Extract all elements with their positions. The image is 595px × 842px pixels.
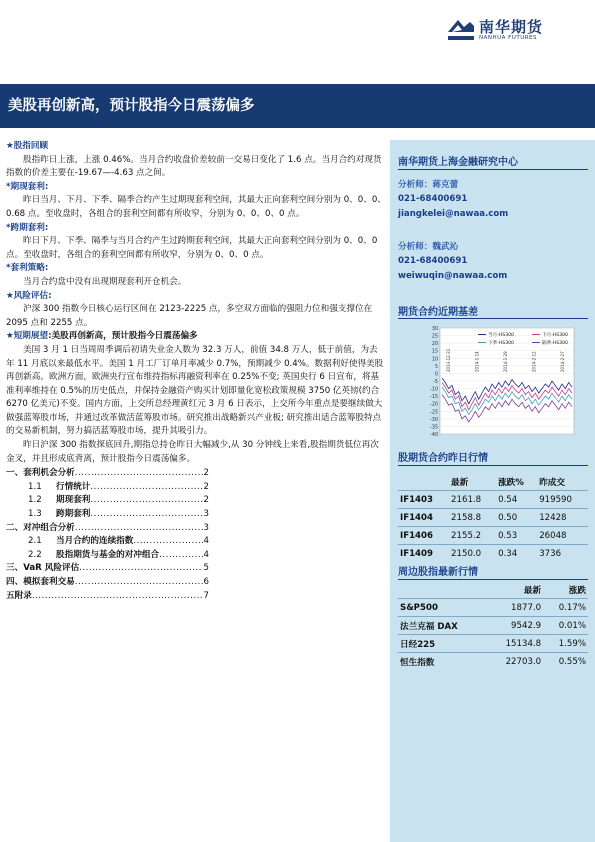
table-header [398,581,588,599]
table-cell: 26048 [537,527,588,545]
x-tick-label: 2014-2-27 [560,351,565,372]
table-cell: 1877.0 [486,599,543,617]
toc-leader [133,535,202,549]
toc-page: 3 [203,522,209,533]
y-tick-label: 25 [431,334,438,340]
toc-page: 2 [203,468,209,479]
section-heading-basis-arb: *期现套利: [6,181,49,192]
toc-number: 1.3 [28,509,42,520]
brand-name-cn: 南华期货 [479,18,544,36]
toc-label: 附录 [14,590,32,601]
table-header [398,473,588,491]
analyst-2-phone: 021-68400691 [398,256,468,266]
table-cell: 0.53 [496,527,537,545]
y-tick-label: 30 [431,327,438,332]
table-cell: IF1403 [398,491,449,509]
table-cell: 15134.8 [486,635,543,653]
analyst-2-title: 分析师：魏武沁 [398,242,459,252]
divider [398,169,588,170]
brand-name-en: NANHUA FUTURES [479,35,538,41]
toc-label: 对冲组合分析 [23,522,75,533]
column-header [398,473,449,491]
legend-label: 下季-HS300 [488,341,514,346]
toc-leader [90,508,202,522]
analyst-2-email[interactable]: weiwuqin@nawaa.com [398,271,508,281]
toc-number: 1.2 [28,495,42,506]
section-body-strategy: 当月合约盘中没有出现期现套利开仓机会。 [23,276,187,287]
nanhua-logo-icon [446,14,476,44]
basis-chart [424,322,595,442]
table-cell: 0.17% [543,599,588,617]
x-tick-label: 2013-12-31 [446,348,451,372]
analyst-1-title: 分析师：蒋克蕾 [398,180,459,190]
table-cell: 0.01% [543,617,588,635]
toc-number: 二、 [6,522,24,533]
toc-item[interactable] [6,467,209,481]
y-tick-label: -20 [430,402,438,408]
column-header: 最新 [451,477,469,488]
toc-item[interactable] [6,481,209,495]
section-heading-review: ★股指回顾 [6,141,49,151]
y-tick-label: -15 [430,395,438,401]
y-tick-label: -30 [430,417,438,423]
basis-chart-title: 期货合约近期基差 [398,307,478,318]
section-body-basis-arb: 昨日当月、下月、下季、隔季合约产生过期现套利空间，其最大正向套利空间分别为 0、0、0、0.68 点。至收盘时，各组合的套利空间都有所收窄，分别为 0、0、0、0 点。 [6,195,386,219]
y-tick-label: 15 [431,349,438,355]
outlook-heading-line [6,330,386,344]
institute-name: 南华期货上海金融研究中心 [398,157,518,168]
section-body-calendar-arb: 昨日下月、下季、隔季与当月合约产生过跨期套利空间，其最大正向套利空间分别为 0、0、0 点。至收盘时，各组合的套利空间都有所收窄，分别为 0、0、0 点。 [6,236,378,260]
toc-item[interactable] [6,549,209,563]
column-header: 涨跌 [568,585,586,596]
toc-page: 2 [203,481,209,492]
table-cell: 3736 [537,545,588,563]
divider [398,318,588,319]
legend-label: 隔季-HS300 [542,341,568,346]
market-row [398,599,588,617]
toc-label: VaR 风险评估 [23,563,80,574]
toc-page: 4 [203,549,209,560]
toc-page: 4 [203,536,209,547]
main-content [6,140,386,603]
legend-label: 下月-HS300 [542,333,568,338]
table-cell: 919590 [537,491,588,509]
market-row [398,617,588,635]
table-cell: 法兰克福 DAX [398,617,486,635]
futures-quotes-table [398,473,588,562]
toc-leader [32,590,203,604]
toc-number: 1.1 [28,481,42,492]
column-header: 涨跌% [498,477,524,488]
outlook-body-1: 美国 3 月 1 日当周周季调后初请失业金人数为 32.3 万人，前值 34.8 万人，低于前值，为去年 11 月底以来最低水平。美国 1 月工厂订单月率减少 0.7%，预期减少 0.4%。数据利好使得美股再创新高。欧洲方面，欧洲央行宣布维持指标再融资利率在 0.25%不变; 英国央行 6 日宣布，将基准利率维持在 0.5%的历史低点，并保持金融资产购买计划即量化宽松政策规模 3750 亿英镑(约合 6270 亿美元)不变。国内方面，上交所总经理黄红元 3 月 6 日表示，上交所今年重点是要继续做大做强蓝筹股市场，并通过改革做活蓝筹股市场。研究推出战略新兴产业板; 研究推出适合蓝筹股特点的交易新机制，努力搞活蓝筹股市场，提升其吸引力。 [6,344,384,437]
section-body-risk: 沪深 300 指数今日核心运行区间在 2123-2225 点，多空双方面临的强阻力位和强支撑位在 2095 点和 2255 点。 [6,304,373,328]
toc-page: 2 [203,495,209,506]
section-heading-calendar-arb: *跨期套利: [6,222,49,233]
table-cell: 0.50 [496,509,537,527]
toc-leader [90,494,202,508]
table-cell: 日经225 [398,635,486,653]
toc-number: 2.1 [28,536,42,547]
table-cell: IF1406 [398,527,449,545]
toc-leader [75,576,203,590]
y-tick-label: 20 [431,342,438,348]
global-markets-table [398,581,588,670]
table-cell: 2155.2 [449,527,496,545]
y-tick-label: -35 [430,425,438,431]
toc-leader [159,549,202,563]
column-header: 最新 [523,585,542,596]
x-tick-label: 2014-1-14 [474,351,480,372]
markets-title: 周边股指最新行情 [398,567,478,578]
table-cell: 0.54 [496,491,537,509]
x-tick-label: 2014-1-29 [503,351,508,372]
y-tick-label: -5 [433,380,438,385]
table-cell: 22703.0 [486,653,543,671]
toc-item[interactable] [6,576,209,590]
table-of-contents [6,467,386,603]
y-tick-label: -10 [430,387,438,393]
toc-label: 模拟套利交易 [23,577,75,587]
toc-leader [75,522,203,536]
report-title-band [0,84,595,128]
quote-row [398,545,588,563]
table-cell: 2161.8 [449,491,496,509]
outlook-heading: ★短期展望: [6,331,52,342]
outlook-body-2: 昨日沪深 300 指数探底回升,期指总持仓昨日大幅减少,从 30 分钟线上来看,股指期货低位再次金叉，并且形成底背离，预计股指今日震荡偏多。 [6,440,379,464]
y-tick-label: -25 [430,410,438,416]
sidebar [390,140,595,842]
table-cell: 恒生指数 [398,653,486,671]
table-cell: 9542.9 [486,617,543,635]
table-cell: 2158.8 [449,509,496,527]
toc-page: 6 [203,577,209,587]
quote-row [398,527,588,545]
section-body-review: 股指昨日上涨，上涨 0.46%。当月合约收盘价差较前一交易日变化了 1.6 点。当月合约对现货指数的价差主要在-19.67—-4.63 点之间。 [6,154,382,179]
column-header [398,581,486,599]
toc-label: 期现套利 [56,495,91,506]
table-cell: 12428 [537,509,588,527]
toc-leader [90,481,202,495]
toc-label: 股指期货与基金的对冲组合 [56,549,160,560]
y-tick-label: -40 [430,433,438,438]
basis-chart-svg [424,322,595,442]
y-tick-label: 0 [434,372,438,378]
outlook-headline: 美股再创新高，预计股指今日震荡偏多 [51,331,198,342]
toc-item[interactable] [6,522,209,536]
toc-label: 套利机会分析 [23,468,75,479]
x-tick-label: 2014-2-12 [531,351,537,372]
table-cell: IF1404 [398,509,449,527]
legend-label: 当月-HS300 [488,333,514,338]
divider [398,465,588,466]
toc-number: 五 [6,590,15,601]
section-heading-risk: ★风险评估: [6,290,52,301]
table-cell: 0.34 [496,545,537,563]
market-row [398,635,588,653]
toc-item[interactable] [6,508,209,522]
toc-item[interactable] [6,535,209,549]
y-tick-label: 5 [434,364,438,370]
market-row [398,653,588,671]
quote-row [398,509,588,527]
report-title: 美股再创新高，预计股指今日震荡偏多 [8,98,255,114]
toc-leader [79,562,202,576]
toc-item[interactable] [6,562,209,576]
y-tick-label: 10 [431,357,438,363]
quote-row [398,491,588,509]
quotes-title: 股期货合约昨日行情 [398,453,488,464]
column-header: 昨成交 [539,477,565,488]
toc-page: 7 [203,590,209,601]
toc-page: 3 [203,509,209,520]
toc-number: 三、 [6,563,24,574]
toc-label: 当月合约的连续指数 [56,536,134,547]
table-cell: S&P500 [398,599,486,617]
toc-number: 2.2 [28,549,42,560]
toc-page: 5 [203,563,209,574]
toc-leader [75,467,203,481]
toc-number: 一、 [6,468,24,479]
toc-label: 行情统计 [56,481,91,492]
toc-item[interactable] [6,590,209,604]
toc-item[interactable] [6,494,209,508]
table-cell: IF1409 [398,545,449,563]
section-heading-strategy: *套利策略: [6,263,49,274]
divider [398,579,588,580]
analyst-1-email[interactable]: jiangkelei@nawaa.com [398,209,509,219]
toc-label: 跨期套利 [56,509,91,520]
table-cell: 1.59% [543,635,588,653]
toc-number: 四、 [6,577,24,587]
analyst-1-phone: 021-68400691 [398,194,468,204]
company-logo [446,12,566,52]
table-cell: 0.55% [543,653,588,671]
table-cell: 2150.0 [449,545,496,563]
